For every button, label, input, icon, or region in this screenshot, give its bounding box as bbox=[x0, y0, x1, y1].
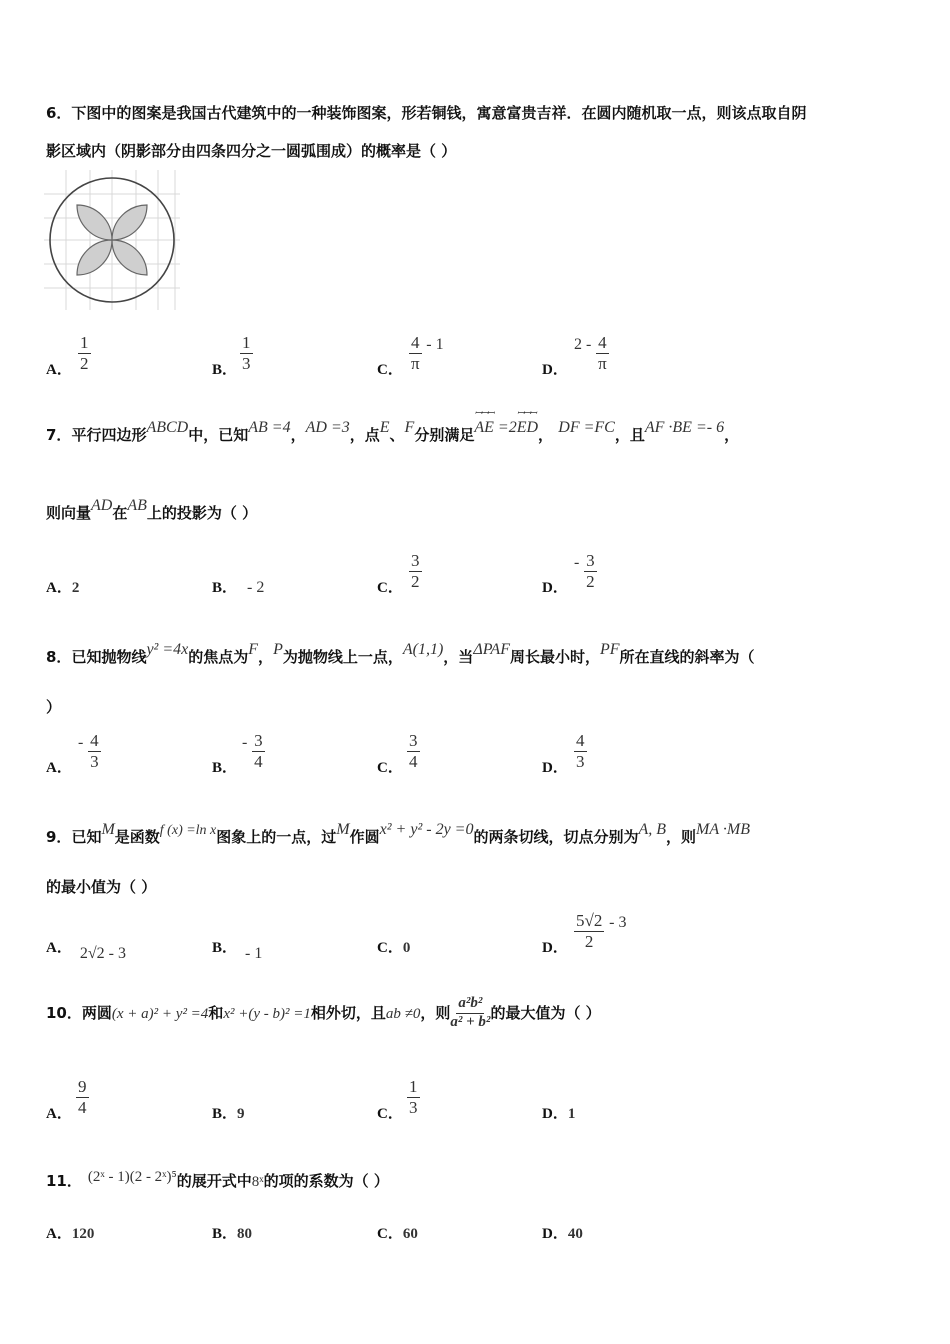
question-number: 11． bbox=[46, 1172, 82, 1190]
vector-ae: ꟷꟷꟷ AE bbox=[474, 419, 494, 437]
option-label: B． bbox=[212, 580, 238, 596]
fraction-denominator: π bbox=[598, 353, 607, 373]
q9-option-b[interactable] bbox=[212, 936, 263, 962]
stem-text: ， bbox=[258, 648, 274, 666]
stem-text: 分别满足 bbox=[414, 426, 475, 444]
stem-text: 相外切，且 bbox=[310, 1003, 386, 1022]
q9-option-d[interactable] bbox=[542, 911, 627, 956]
math-expr: PF bbox=[599, 641, 620, 658]
option-label: A． bbox=[46, 1106, 72, 1122]
q9-option-a[interactable] bbox=[46, 936, 126, 962]
fraction-numerator: 3 bbox=[411, 551, 420, 570]
fraction-numerator: 4 bbox=[598, 333, 607, 352]
option-label: A． bbox=[46, 760, 72, 776]
math-expr: DF =FC bbox=[558, 419, 615, 436]
fraction-denominator: π bbox=[410, 353, 420, 373]
stem-text: ， bbox=[290, 426, 306, 444]
option-label: C． bbox=[377, 760, 403, 776]
stem-text: 的焦点为 bbox=[188, 648, 249, 666]
stem-text: 的两条切线，切点分别为 bbox=[473, 828, 639, 846]
option-suffix: - 1 bbox=[426, 336, 444, 354]
q6-option-c[interactable] bbox=[377, 333, 444, 378]
q11-option-a[interactable] bbox=[46, 1222, 94, 1243]
fraction-numerator: 3 bbox=[254, 731, 263, 750]
fraction-numerator: 9 bbox=[78, 1077, 87, 1096]
stem-text: 作圆 bbox=[349, 828, 380, 846]
option-prefix: - bbox=[574, 554, 580, 572]
q6-option-d[interactable] bbox=[542, 333, 609, 378]
q10-stem-line1 bbox=[46, 996, 601, 1031]
math-expr: M bbox=[336, 821, 350, 838]
q8-stem-line2: ） bbox=[46, 698, 62, 716]
q11-stem-line1 bbox=[46, 1170, 389, 1191]
math-expr: P bbox=[273, 641, 283, 658]
fraction-numerator: 4 bbox=[411, 333, 420, 352]
fraction-numerator: 3 bbox=[586, 551, 595, 570]
q7-stem-line1 bbox=[46, 419, 740, 445]
stem-text: 平行四边形 bbox=[71, 426, 147, 444]
fraction-denominator: 2 bbox=[584, 931, 594, 951]
math-expr: ABCD bbox=[146, 419, 189, 436]
option-label: C． bbox=[377, 580, 403, 596]
option-label: C． bbox=[377, 1226, 403, 1242]
q9-option-c[interactable] bbox=[377, 936, 410, 957]
math-expr: ab ≠0 bbox=[385, 1005, 421, 1022]
q9-stem-line1 bbox=[46, 821, 750, 847]
question-number: 9． bbox=[46, 828, 72, 846]
math-expr: =2 bbox=[493, 419, 517, 436]
fraction-numerator: 5√2 bbox=[576, 911, 603, 930]
vector-ed: ꟷꟷꟷ ED bbox=[517, 419, 538, 437]
option-label: C． bbox=[377, 362, 403, 378]
option-value: 1 bbox=[567, 1106, 576, 1122]
q6-stem-line2: 影区域内（阴影部分由四条四分之一圆弧围成）的概率是（ ） bbox=[46, 142, 457, 160]
option-prefix: - bbox=[78, 734, 84, 752]
option-label: B． bbox=[212, 1106, 238, 1122]
option-label: A． bbox=[46, 362, 72, 378]
option-value: 120 bbox=[71, 1226, 95, 1242]
math-expr: MA ·MB bbox=[696, 821, 750, 838]
stem-text: 已知抛物线 bbox=[71, 648, 147, 666]
option-label: D． bbox=[542, 580, 568, 596]
math-expr: ΔPAF bbox=[473, 641, 510, 658]
q6-option-a[interactable] bbox=[46, 333, 91, 378]
fraction-numerator: 1 bbox=[80, 333, 89, 352]
fraction-numerator: a²b² bbox=[456, 996, 484, 1014]
q11-option-d[interactable] bbox=[542, 1222, 583, 1243]
fraction-denominator: 3 bbox=[409, 1097, 418, 1117]
option-value: 2 bbox=[71, 580, 80, 596]
stem-text: 在 bbox=[112, 504, 128, 522]
q8-stem-line1 bbox=[46, 641, 755, 667]
stem-text: ，且 bbox=[614, 426, 645, 444]
q10-option-c[interactable] bbox=[377, 1077, 420, 1122]
q6-option-b[interactable] bbox=[212, 333, 253, 378]
q8-option-a[interactable] bbox=[46, 731, 101, 776]
math-expr: AB =4 bbox=[248, 419, 291, 436]
option-value: 2√2 - 3 bbox=[79, 945, 126, 962]
q8-option-d[interactable] bbox=[542, 731, 587, 776]
math-expr: AB bbox=[127, 497, 147, 514]
fraction-denominator: 4 bbox=[409, 751, 418, 771]
q7-option-a[interactable] bbox=[46, 576, 79, 597]
stem-text: 的最大值为（ ） bbox=[490, 1003, 601, 1022]
stem-text: 和 bbox=[208, 1003, 224, 1022]
math-expr: (2ˣ - 1)(2 - 2ˣ)⁵ bbox=[87, 1169, 177, 1185]
q6-stem-line1: 6．下图中的图案是我国古代建筑中的一种装饰图案，形若铜钱，寓意富贵吉祥．在圆内随机取一点，则该点取自阴 bbox=[46, 104, 807, 122]
stem-text: ，则 bbox=[666, 828, 697, 846]
stem-text: 周长最小时， bbox=[509, 648, 600, 666]
fraction-denominator: a² + b² bbox=[450, 1013, 491, 1030]
q7-option-c[interactable] bbox=[377, 551, 422, 596]
fraction-denominator: 4 bbox=[254, 751, 263, 771]
option-label: D． bbox=[542, 1106, 568, 1122]
q10-option-d[interactable] bbox=[542, 1102, 575, 1123]
stem-text: 两圆 bbox=[81, 1003, 112, 1022]
option-label: A． bbox=[46, 940, 72, 956]
stem-text: 上的投影为（ ） bbox=[146, 504, 258, 522]
math-expr: x² +(y - b)² =1 bbox=[223, 1005, 311, 1022]
fraction-denominator: 2 bbox=[80, 353, 89, 373]
question-number: 8． bbox=[46, 648, 72, 666]
option-label: B． bbox=[212, 362, 238, 378]
option-label: B． bbox=[212, 1226, 238, 1242]
fraction-denominator: 3 bbox=[90, 751, 99, 771]
option-label: C． bbox=[377, 1106, 403, 1122]
math-expr: A(1,1) bbox=[402, 641, 444, 658]
fraction-denominator: 3 bbox=[576, 751, 585, 771]
option-value: - 1 bbox=[245, 945, 263, 962]
fraction-numerator: 4 bbox=[576, 731, 585, 750]
stem-text: ，当 bbox=[443, 648, 474, 666]
math-expr: AD bbox=[91, 497, 113, 514]
option-value: 60 bbox=[402, 1226, 418, 1242]
math-expr: AD =3 bbox=[305, 419, 350, 436]
stem-text: ，点 bbox=[349, 426, 380, 444]
stem-text: 图象上的一点，过 bbox=[216, 828, 337, 846]
stem-text: 的展开式中 bbox=[176, 1172, 252, 1190]
stem-text: 、 bbox=[389, 426, 405, 444]
option-label: D． bbox=[542, 1226, 568, 1242]
option-label: A． bbox=[46, 580, 72, 596]
stem-text: 已知 bbox=[71, 828, 102, 846]
option-label: D． bbox=[542, 362, 568, 378]
option-label: D． bbox=[542, 940, 568, 956]
stem-text: 中，已知 bbox=[188, 426, 249, 444]
option-value: 80 bbox=[237, 1226, 253, 1242]
question-number: 10． bbox=[46, 1003, 82, 1022]
stem-text: 则向量 bbox=[46, 504, 92, 522]
fraction-denominator: 3 bbox=[242, 353, 251, 373]
option-prefix: - bbox=[242, 734, 248, 752]
option-prefix: 2 - bbox=[574, 336, 592, 354]
option-value: 0 bbox=[402, 940, 411, 956]
math-expr: E bbox=[379, 419, 390, 436]
option-suffix: - 3 bbox=[609, 914, 627, 932]
q10-target-fraction bbox=[450, 996, 490, 1031]
math-expr: x² + y² - 2y =0 bbox=[379, 821, 474, 838]
math-expr: F bbox=[248, 641, 259, 658]
stem-text: 的项的系数为（ ） bbox=[263, 1172, 389, 1190]
option-label: C． bbox=[377, 940, 403, 956]
fraction-denominator: 2 bbox=[411, 571, 420, 591]
math-expr: f (x) =ln x bbox=[159, 823, 217, 838]
stem-text: ， bbox=[538, 426, 554, 444]
option-value: - 2 bbox=[247, 579, 265, 596]
math-expr: F bbox=[404, 419, 415, 436]
math-expr: AF ·BE =- 6 bbox=[644, 419, 725, 436]
q9-stem-line2: 的最小值为（ ） bbox=[46, 878, 157, 896]
q8-option-c[interactable] bbox=[377, 731, 420, 776]
question-number: 7． bbox=[46, 426, 72, 444]
option-label: D． bbox=[542, 760, 568, 776]
fraction-numerator: 1 bbox=[409, 1077, 418, 1096]
q7-option-b[interactable] bbox=[212, 576, 264, 597]
math-expr: 8ˣ bbox=[251, 1174, 264, 1190]
math-expr: A, B bbox=[638, 821, 667, 838]
option-label: B． bbox=[212, 940, 238, 956]
stem-text: 所在直线的斜率为（ bbox=[619, 648, 755, 666]
q10-option-b[interactable] bbox=[212, 1102, 245, 1123]
option-value: 40 bbox=[567, 1226, 583, 1242]
option-value: 9 bbox=[237, 1106, 245, 1122]
stem-text: ， bbox=[724, 426, 740, 444]
q7-stem-line2 bbox=[46, 497, 258, 523]
stem-text: 是函数 bbox=[114, 828, 160, 846]
q7-option-d[interactable] bbox=[542, 551, 597, 596]
q11-option-c[interactable] bbox=[377, 1222, 418, 1243]
option-label: A． bbox=[46, 1226, 72, 1242]
option-label: B． bbox=[212, 760, 238, 776]
math-expr: (x + a)² + y² =4 bbox=[111, 1005, 209, 1022]
fraction-numerator: 3 bbox=[409, 731, 418, 750]
math-expr: M bbox=[101, 821, 115, 838]
q11-option-b[interactable] bbox=[212, 1222, 252, 1243]
stem-text: ，则 bbox=[420, 1003, 451, 1022]
q10-option-a[interactable] bbox=[46, 1077, 89, 1122]
fraction-denominator: 4 bbox=[78, 1097, 87, 1117]
fraction-denominator: 2 bbox=[586, 571, 595, 591]
fraction-numerator: 1 bbox=[242, 333, 251, 352]
math-expr: y² =4x bbox=[146, 641, 189, 658]
coin-pattern-figure bbox=[44, 170, 180, 310]
stem-text: 为抛物线上一点， bbox=[282, 648, 403, 666]
q8-option-b[interactable] bbox=[212, 731, 265, 776]
fraction-numerator: 4 bbox=[90, 731, 99, 750]
